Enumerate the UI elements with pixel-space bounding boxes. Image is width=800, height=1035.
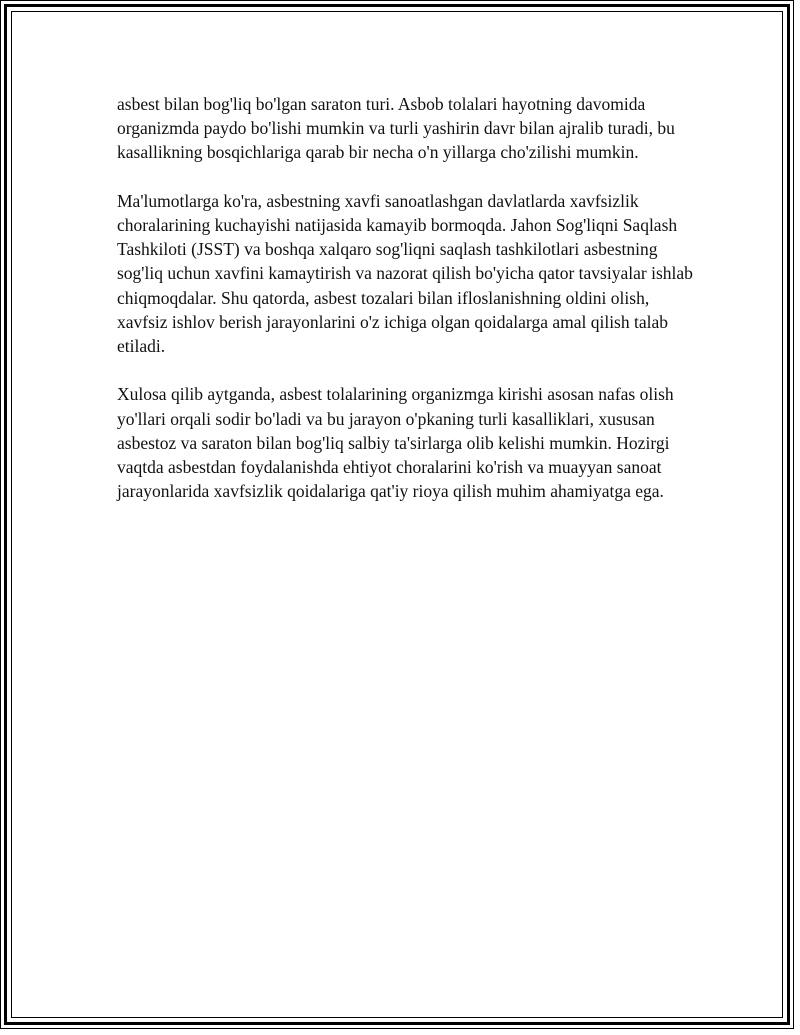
paragraph-3: Xulosa qilib aytganda, asbest tolalarining organizmga kirishi asosan nafas olish yo'llari orqali sodir bo'ladi va bu jarayon o'pkaning turli kasalliklari, xususan asbestoz va saraton bilan bog'liq salbiy ta'sirlarga olib kelishi mumkin. Hozirgi vaqtda asbestdan foydalanishda ehtiyot choralarini ko'rish va muayyan sanoat jarayonlarida xavfsizlik qoidalariga qat'iy rioya qilish muhim ahamiyatga ega. [117,384,674,502]
paragraph-2: Ma'lumotlarga ko'ra, asbestning xavfi sanoatlashgan davlatlarda xavfsizlik choralarining kuchayishi natijasida kamayib bormoqda. Jahon Sog'liqni Saqlash Tashkiloti (JSST) va boshqa xalqaro sog'liqni saqlash tashkilotlari asbestning sog'liq uchun xavfini kamaytirish va nazorat qilish bo'yicha qator tavsiyalar ishlab chiqmoqdalar. Shu qatorda, asbest tozalari bilan ifloslanishning oldini olish, xavfsiz ishlov berish jarayonlarini o'z ichiga olgan qoidalarga amal qilish talab etiladi. [117,190,693,357]
document-body [117,92,697,528]
paragraph-1: asbest bilan bog'liq bo'lgan saraton turi. Asbob tolalari hayotning davomida organizmda paydo bo'lishi mumkin va turli yashirin davr bilan ajralib turadi, bu kasallikning bosqichlariga qarab bir necha o'n yillarga cho'zilishi mumkin. [117,94,675,163]
